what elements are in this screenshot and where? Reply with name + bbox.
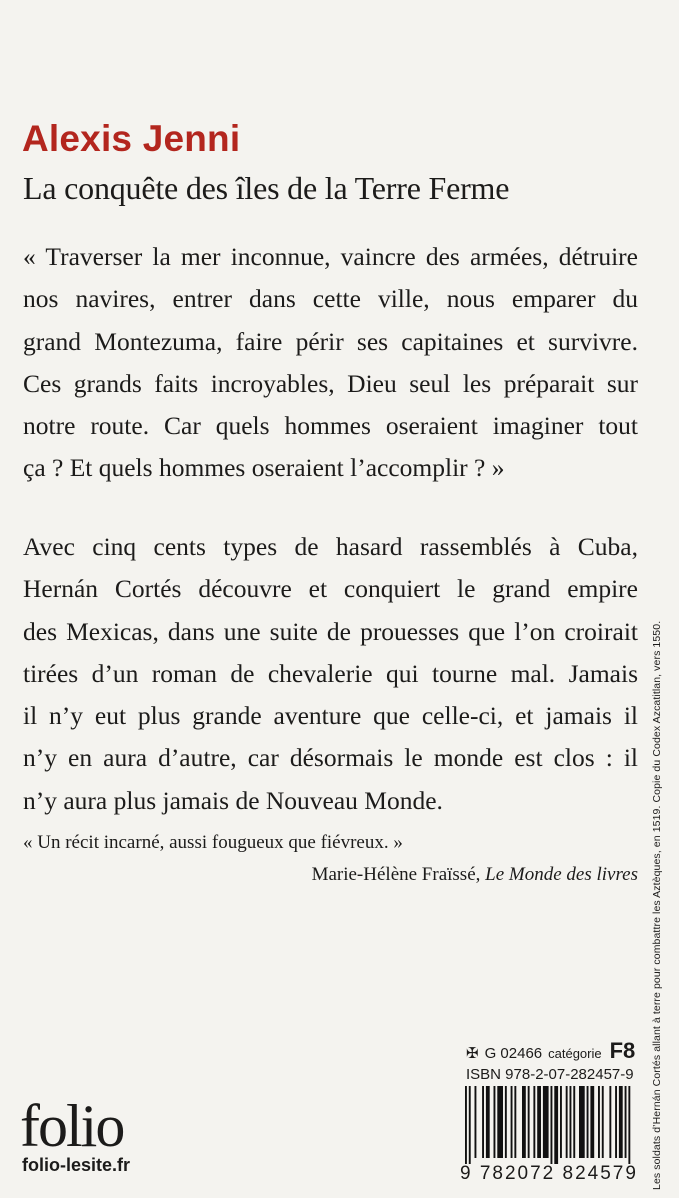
barcode-icon	[463, 1086, 633, 1164]
category-label: catégorie	[548, 1046, 602, 1061]
excerpt-quote	[23, 236, 638, 490]
folio-logo: folio	[20, 1093, 124, 1159]
product-codes	[466, 1038, 635, 1083]
blurb-line: il n’y eut plus grande aventure que celle-ci, et jamais il	[23, 701, 638, 731]
quote-line: nos navires, entrer dans cette ville, nous emparer du	[23, 284, 638, 314]
publisher-website: folio-lesite.fr	[22, 1155, 131, 1175]
book-title: La conquête des îles de la Terre Ferme	[23, 170, 510, 206]
press-quote: « Un récit incarné, aussi fougueux que fiévreux. »	[23, 832, 403, 853]
quote-line: notre route. Car quels hommes oseraient imaginer tout	[23, 411, 638, 441]
quote-line: « Traverser la mer inconnue, vaincre des armées, détruire	[23, 242, 638, 271]
quote-line: Ces grands faits incroyables, Dieu seul les préparait sur	[23, 368, 638, 398]
critic-name: Marie-Hélène Fraïssé,	[311, 864, 481, 885]
isbn: ISBN 978-2-07-282457-9	[466, 1066, 634, 1083]
quote-line: ça ? Et quels hommes oseraient l’accomplir ? »	[23, 453, 505, 483]
blurb-line: n’y en aura d’autre, car désormais le monde est clos : il	[23, 743, 638, 773]
image-credit: Les soldats d’Hernán Cortés allant à terre pour combattre les Aztèques, en 1519. Copie du Codex Azcatitlan, vers 1550.	[651, 620, 663, 1190]
publication-name: Le Monde des livres	[485, 864, 638, 885]
summary-blurb	[23, 526, 638, 822]
quote-line: grand Montezuma, faire périr ses capitaines et survivre.	[23, 326, 638, 356]
blurb-line: n’y aura plus jamais de Nouveau Monde.	[23, 785, 443, 815]
blurb-line: Avec cinq cents types de hasard rassemblés à Cuba,	[23, 532, 638, 561]
blurb-line: tirées d’un roman de chevalerie qui tourne mal. Jamais	[23, 658, 638, 688]
product-code: G 02466	[484, 1045, 543, 1062]
press-attribution	[312, 864, 638, 886]
gallimard-pg-icon: ✠	[466, 1045, 479, 1062]
blurb-line: des Mexicas, dans une suite de prouesses que l’on croirait	[23, 616, 638, 646]
category-code: F8	[609, 1038, 636, 1063]
blurb-line: Hernán Cortés découvre et conquiert le grand empire	[23, 574, 638, 604]
author-name: Alexis Jenni	[22, 118, 241, 159]
barcode-digits: 9 782072 824579	[460, 1163, 638, 1184]
